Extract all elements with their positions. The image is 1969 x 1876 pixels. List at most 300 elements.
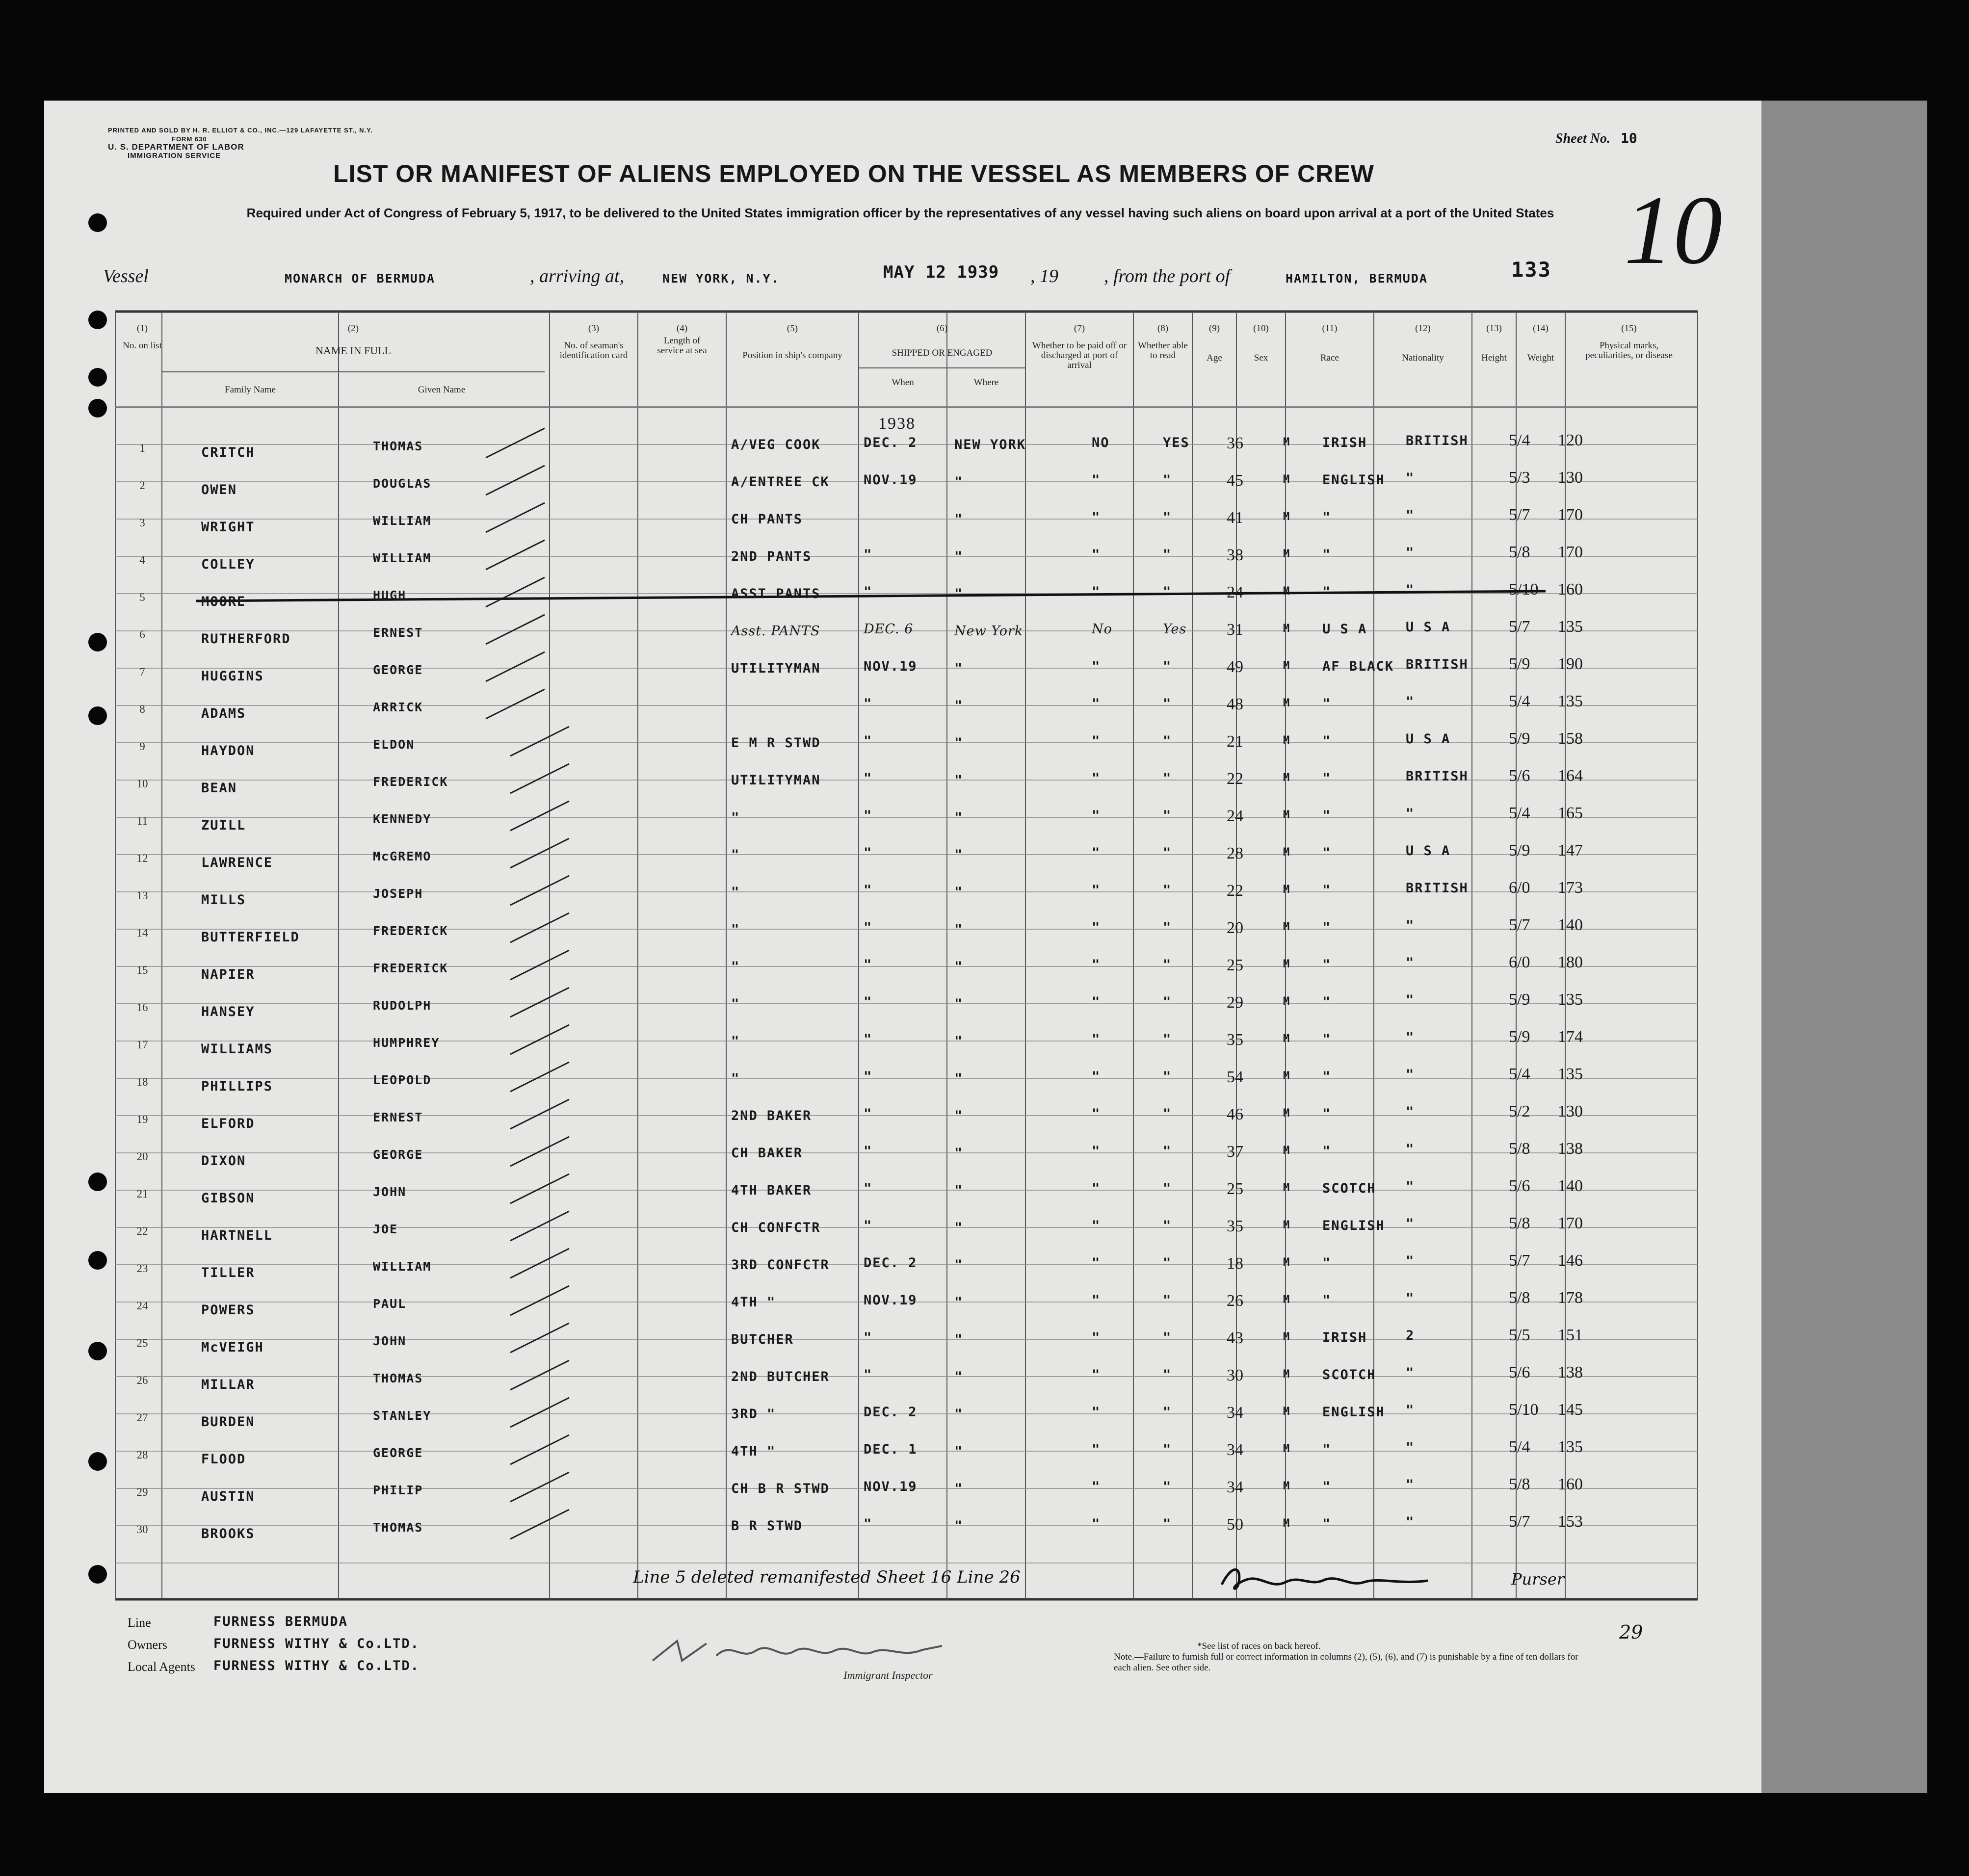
paid-off: ": [1092, 957, 1101, 972]
shipped-when: ": [864, 1032, 873, 1047]
height: 5/9: [1509, 655, 1530, 673]
col-12-num: (12): [1415, 323, 1431, 334]
nationality: ": [1406, 1365, 1415, 1381]
binder-hole: [88, 1452, 107, 1471]
family-name: CRITCH: [201, 445, 255, 460]
position: 2ND BAKER: [731, 1108, 812, 1123]
sex: M: [1283, 697, 1291, 709]
nationality: ": [1406, 1030, 1415, 1045]
position: ": [731, 922, 740, 937]
race: ENGLISH: [1322, 1218, 1385, 1233]
sex: M: [1283, 1368, 1291, 1381]
height: 5/6: [1509, 1363, 1530, 1381]
col-1-label: No. on list: [123, 340, 162, 351]
able-to-read: ": [1163, 1516, 1172, 1532]
able-to-read: ": [1163, 1405, 1172, 1420]
age: 35: [1227, 1217, 1243, 1235]
race: ": [1322, 1032, 1332, 1047]
age: 37: [1227, 1143, 1243, 1161]
given-name: KENNEDY: [373, 812, 432, 826]
family-name: MILLAR: [201, 1377, 255, 1392]
shipped-where: ": [954, 1108, 964, 1123]
check-mark: [510, 1137, 569, 1166]
height: 5/6: [1509, 767, 1530, 785]
vessel-label: Vessel: [103, 266, 149, 287]
row-number: 17: [136, 1039, 148, 1051]
race: ": [1322, 957, 1332, 972]
row-number: 18: [136, 1076, 148, 1088]
paid-off: ": [1092, 1218, 1101, 1233]
paid-off: ": [1092, 1106, 1101, 1121]
age: 20: [1227, 919, 1243, 937]
check-mark: [486, 428, 545, 458]
height: 5/4: [1509, 1438, 1530, 1456]
height: 5/7: [1509, 506, 1530, 524]
nationality: BRITISH: [1406, 769, 1469, 784]
able-to-read: ": [1163, 1032, 1172, 1047]
race: ": [1322, 1479, 1332, 1494]
sex: M: [1283, 623, 1291, 635]
shipped-when: NOV.19: [864, 1293, 918, 1308]
shipped-when: ": [864, 883, 873, 898]
col-6-label: SHIPPED OR ENGAGED: [892, 348, 993, 358]
check-mark: [486, 577, 545, 607]
check-mark: [510, 1360, 569, 1390]
race: ": [1322, 1069, 1332, 1084]
weight: 173: [1558, 879, 1583, 897]
sex: M: [1283, 958, 1291, 970]
family-name: ZUILL: [201, 818, 246, 833]
age: 49: [1227, 658, 1243, 676]
family-name: McVEIGH: [201, 1340, 264, 1355]
given-name: GEORGE: [373, 663, 423, 677]
sex: M: [1283, 1256, 1291, 1269]
height: 5/8: [1509, 1475, 1530, 1493]
shipped-where: New York: [954, 624, 1024, 639]
row-number: 23: [136, 1262, 148, 1275]
binder-hole: [88, 633, 107, 651]
check-mark: [510, 1435, 569, 1464]
family-name: HUGGINS: [201, 669, 264, 684]
row-number: 7: [139, 666, 145, 678]
given-name: RUDOLPH: [373, 998, 432, 1013]
nationality: ": [1406, 470, 1415, 486]
row-number: 15: [136, 964, 148, 976]
age: 36: [1227, 434, 1243, 452]
family-name: BUTTERFIELD: [201, 930, 300, 945]
shipped-when: ": [864, 1516, 873, 1532]
shipped-where: ": [954, 1071, 964, 1086]
sex: M: [1283, 511, 1291, 523]
weight: 120: [1558, 431, 1583, 449]
weight: 165: [1558, 804, 1583, 822]
sex: M: [1283, 772, 1291, 784]
shipped-where: ": [954, 1481, 964, 1496]
row-number: 1: [139, 442, 145, 454]
row-number: 25: [136, 1337, 148, 1349]
able-to-read: ": [1163, 1255, 1172, 1271]
weight: 145: [1558, 1401, 1583, 1419]
position: E M R STWD: [731, 735, 821, 751]
family-name: OWEN: [201, 482, 237, 497]
sex: M: [1283, 548, 1291, 560]
check-mark: [510, 838, 569, 868]
check-mark: [510, 1174, 569, 1203]
col-15-num: (15): [1621, 323, 1637, 334]
age: 24: [1227, 583, 1243, 601]
family-name: MOORE: [201, 594, 246, 609]
shipped-where: ": [954, 1183, 964, 1198]
agents-value: FURNESS WITHY & Co.LTD.: [213, 1658, 420, 1673]
position: 4TH BAKER: [731, 1183, 812, 1198]
able-to-read: ": [1163, 659, 1172, 674]
printer-line: PRINTED AND SOLD BY H. R. ELLIOT & CO., INC.—129 LAFAYETTE ST., N.Y.: [108, 127, 373, 134]
weight: 153: [1558, 1512, 1583, 1531]
row-number: 21: [136, 1188, 148, 1200]
nationality: ": [1406, 1067, 1415, 1082]
row-number: 5: [139, 591, 145, 603]
line-label: Line: [128, 1615, 151, 1630]
age: 34: [1227, 1478, 1243, 1496]
able-to-read: ": [1163, 584, 1172, 599]
height: 5/7: [1509, 1512, 1530, 1531]
able-to-read: ": [1163, 1442, 1172, 1457]
binder-hole: [88, 706, 107, 725]
row-number: 26: [136, 1374, 148, 1386]
given-name: THOMAS: [373, 1520, 423, 1535]
age: 25: [1227, 1180, 1243, 1198]
position: CH PANTS: [731, 512, 803, 527]
weight: 170: [1558, 1214, 1583, 1232]
deletion-annotation: Line 5 deleted remanifested Sheet 16 Line 26: [633, 1567, 1021, 1587]
weight: 135: [1558, 692, 1583, 710]
given-name: JOHN: [373, 1334, 407, 1348]
shipped-when: ": [864, 957, 873, 972]
check-mark: [510, 988, 569, 1017]
age: 38: [1227, 546, 1243, 564]
shipped-where: ": [954, 1407, 964, 1422]
age: 50: [1227, 1515, 1243, 1534]
able-to-read: ": [1163, 1330, 1172, 1345]
col-6-when: When: [892, 377, 914, 388]
family-name: WILLIAMS: [201, 1042, 273, 1057]
col-3-label: No. of seaman's identification card: [559, 340, 628, 361]
shipped-where: ": [954, 847, 964, 862]
arrival-port: NEW YORK, N.Y.: [662, 271, 780, 286]
check-mark: [510, 1286, 569, 1315]
row-number: 14: [136, 927, 148, 939]
col-5-label: Position in ship's company: [742, 350, 842, 361]
nationality: BRITISH: [1406, 881, 1469, 896]
position: 3RD ": [731, 1407, 776, 1422]
check-mark: [486, 615, 545, 644]
line-value: FURNESS BERMUDA: [213, 1614, 348, 1629]
position: ": [731, 810, 740, 825]
sex: M: [1283, 921, 1291, 933]
sex: M: [1283, 1107, 1291, 1120]
sex: M: [1283, 1033, 1291, 1045]
shipped-when: ": [864, 733, 873, 749]
age: 21: [1227, 732, 1243, 751]
position: ": [731, 1071, 740, 1086]
row-number: 28: [136, 1449, 148, 1461]
underlying-sheet: [1747, 101, 1927, 1793]
nationality: ": [1406, 1104, 1415, 1120]
position: CH CONFCTR: [731, 1220, 821, 1235]
height: 5/6: [1509, 1177, 1530, 1195]
weight: 138: [1558, 1363, 1583, 1381]
family-name: MILLS: [201, 892, 246, 908]
sex: M: [1283, 809, 1291, 821]
given-name: ELDON: [373, 737, 415, 752]
weight: 174: [1558, 1028, 1583, 1046]
sex: M: [1283, 1480, 1291, 1492]
shipped-when: ": [864, 1330, 873, 1345]
nationality: ": [1406, 1179, 1415, 1194]
check-mark: [510, 764, 569, 793]
shipped-where: ": [954, 512, 964, 527]
arriving-label: , arriving at,: [530, 266, 625, 287]
family-name: BURDEN: [201, 1414, 255, 1430]
row-number: 8: [139, 703, 145, 715]
given-name: McGREMO: [373, 849, 432, 863]
vessel-name: MONARCH OF BERMUDA: [285, 271, 435, 286]
race: U S A: [1322, 622, 1367, 637]
paid-off: ": [1092, 1069, 1101, 1084]
paid-off: ": [1092, 472, 1101, 488]
shipped-where: ": [954, 810, 964, 825]
nationality: ": [1406, 1440, 1415, 1455]
shipped-where: ": [954, 1146, 964, 1161]
weight: 178: [1558, 1289, 1583, 1307]
able-to-read: ": [1163, 845, 1172, 860]
col-10-label: Sex: [1254, 353, 1268, 363]
check-mark: [510, 1249, 569, 1278]
sex: M: [1283, 1294, 1291, 1306]
year-note: 1938: [878, 415, 916, 433]
family-name: HAYDON: [201, 743, 255, 758]
paid-off: ": [1092, 808, 1101, 823]
weight: 130: [1558, 469, 1583, 487]
shipped-when: NOV.19: [864, 1479, 918, 1494]
position: 3RD CONFCTR: [731, 1257, 830, 1273]
col-6-num: (6): [936, 323, 948, 334]
age: 34: [1227, 1404, 1243, 1422]
family-name: RUTHERFORD: [201, 631, 291, 647]
position: ": [731, 959, 740, 974]
check-mark: [510, 1398, 569, 1427]
given-name: FREDERICK: [373, 775, 448, 789]
shipped-when: ": [864, 1367, 873, 1382]
given-name: WILLIAM: [373, 1259, 432, 1274]
sex: M: [1283, 1517, 1291, 1530]
col-9-num: (9): [1208, 323, 1220, 334]
family-name: ELFORD: [201, 1116, 255, 1131]
weight: 190: [1558, 655, 1583, 673]
nationality: ": [1406, 992, 1415, 1008]
stamp-number: 133: [1511, 258, 1551, 282]
weight: 135: [1558, 1438, 1583, 1456]
shipped-when: DEC. 2: [864, 1255, 918, 1271]
col-10-num: (10): [1253, 323, 1269, 334]
age: 26: [1227, 1292, 1243, 1310]
given-name: WILLIAM: [373, 514, 432, 528]
shipped-when: ": [864, 696, 873, 711]
height: 5/3: [1509, 469, 1530, 487]
row-number: 12: [136, 852, 148, 864]
col-7-label: Whether to be paid off or discharged at port of arrival: [1032, 340, 1127, 370]
given-name: PHILIP: [373, 1483, 423, 1497]
race: ": [1322, 845, 1332, 860]
sex: M: [1283, 995, 1291, 1008]
height: 5/4: [1509, 692, 1530, 710]
weight: 147: [1558, 841, 1583, 860]
shipped-when: ": [864, 584, 873, 599]
row-number: 30: [136, 1523, 148, 1536]
shipped-when: ": [864, 808, 873, 823]
position: A/VEG COOK: [731, 437, 821, 452]
sex: M: [1283, 846, 1291, 859]
race: ": [1322, 1106, 1332, 1121]
age: 18: [1227, 1254, 1243, 1273]
given-name: JOSEPH: [373, 886, 423, 901]
paid-off: ": [1092, 1442, 1101, 1457]
owners-value: FURNESS WITHY & Co.LTD.: [213, 1636, 420, 1651]
row-number: 13: [136, 889, 148, 902]
race: ": [1322, 1144, 1332, 1159]
binder-hole: [88, 368, 107, 387]
able-to-read: ": [1163, 510, 1172, 525]
paid-off: ": [1092, 510, 1101, 525]
position: 2ND BUTCHER: [731, 1369, 830, 1384]
binder-hole: [88, 1565, 107, 1584]
race: ": [1322, 771, 1332, 786]
able-to-read: ": [1163, 547, 1172, 562]
given-name: GEORGE: [373, 1147, 423, 1162]
sex: M: [1283, 660, 1291, 672]
inspector-label: Immigrant Inspector: [843, 1669, 933, 1681]
paid-off: ": [1092, 883, 1101, 898]
shipped-when: ": [864, 845, 873, 860]
height: 5/9: [1509, 730, 1530, 748]
check-mark: [486, 689, 545, 719]
able-to-read: ": [1163, 883, 1172, 898]
shipped-where: ": [954, 474, 964, 490]
binder-hole: [88, 213, 107, 232]
shipped-when: ": [864, 1106, 873, 1121]
able-to-read: ": [1163, 1106, 1172, 1121]
nationality: ": [1406, 508, 1415, 523]
shipped-when: NOV.19: [864, 472, 918, 488]
row-number: 29: [136, 1486, 148, 1498]
binder-hole: [88, 1172, 107, 1191]
col-4-num: (4): [676, 323, 688, 334]
race: ENGLISH: [1322, 1405, 1385, 1420]
binder-hole: [88, 1342, 107, 1360]
able-to-read: ": [1163, 733, 1172, 749]
col-1-num: (1): [136, 323, 148, 334]
race: ": [1322, 994, 1332, 1010]
race: ": [1322, 510, 1332, 525]
nationality: ": [1406, 1477, 1415, 1492]
page-title: LIST OR MANIFEST OF ALIENS EMPLOYED ON THE VESSEL AS MEMBERS OF CREW: [333, 160, 1374, 187]
col-11-label: Race: [1320, 353, 1339, 363]
age: 22: [1227, 770, 1243, 788]
shipped-when: ": [864, 1069, 873, 1084]
age: 29: [1227, 993, 1243, 1012]
shipped-where: ": [954, 661, 964, 676]
race: ": [1322, 696, 1332, 711]
from-label: , from the port of: [1104, 266, 1231, 287]
weight: 151: [1558, 1326, 1583, 1344]
sex: M: [1283, 473, 1291, 486]
given-name: ERNEST: [373, 625, 423, 640]
race: IRISH: [1322, 435, 1367, 450]
row-number: 3: [139, 517, 145, 529]
sex: M: [1283, 1182, 1291, 1194]
family-name: COLLEY: [201, 557, 255, 572]
paid-off: NO: [1092, 435, 1110, 450]
weight: 140: [1558, 916, 1583, 934]
position: 4TH ": [731, 1444, 776, 1459]
row-number: 9: [139, 740, 145, 753]
family-name: PHILLIPS: [201, 1079, 273, 1094]
paid-off: No: [1092, 622, 1112, 637]
col-14-num: (14): [1533, 323, 1549, 334]
check-mark: [510, 1099, 569, 1129]
footnote-penalty: Note.—Failure to furnish full or correct information in columns (2), (5), (6), and (7) is punishable by a fine of ten dollars for each alien. See other side.: [1114, 1652, 1578, 1673]
shipped-where: ": [954, 922, 964, 937]
col-2-num: (2): [347, 323, 359, 334]
check-mark: [510, 913, 569, 942]
race: ": [1322, 1255, 1332, 1271]
check-mark: [510, 1062, 569, 1092]
family-name: LAWRENCE: [201, 855, 273, 870]
able-to-read: ": [1163, 1293, 1172, 1308]
age: 30: [1227, 1366, 1243, 1384]
paid-off: ": [1092, 1330, 1101, 1345]
departure-port: HAMILTON, BERMUDA: [1286, 271, 1428, 286]
shipped-where: ": [954, 959, 964, 974]
shipped-when: DEC. 1: [864, 1442, 918, 1457]
col-12-label: Nationality: [1402, 353, 1444, 363]
height: 5/9: [1509, 990, 1530, 1009]
weight: 130: [1558, 1102, 1583, 1120]
weight: 160: [1558, 1475, 1583, 1493]
col-7-num: (7): [1074, 323, 1085, 334]
paid-off: ": [1092, 696, 1101, 711]
nationality: ": [1406, 582, 1415, 598]
age: 35: [1227, 1031, 1243, 1049]
nationality: 2: [1406, 1328, 1415, 1343]
family-name: HARTNELL: [201, 1228, 273, 1243]
nationality: ": [1406, 806, 1415, 821]
check-mark: [510, 801, 569, 831]
col-6-where: Where: [973, 377, 999, 388]
height: 5/9: [1509, 841, 1530, 860]
sex: M: [1283, 734, 1291, 747]
given-name: ARRICK: [373, 700, 423, 714]
family-name: HANSEY: [201, 1004, 255, 1019]
weight: 158: [1558, 730, 1583, 748]
given-name: HUMPHREY: [373, 1036, 440, 1050]
paid-off: ": [1092, 1516, 1101, 1532]
age: 31: [1227, 621, 1243, 639]
given-name: THOMAS: [373, 439, 423, 453]
row-number: 19: [136, 1113, 148, 1125]
position: CH B R STWD: [731, 1481, 830, 1496]
service-name: IMMIGRATION SERVICE: [128, 152, 221, 160]
